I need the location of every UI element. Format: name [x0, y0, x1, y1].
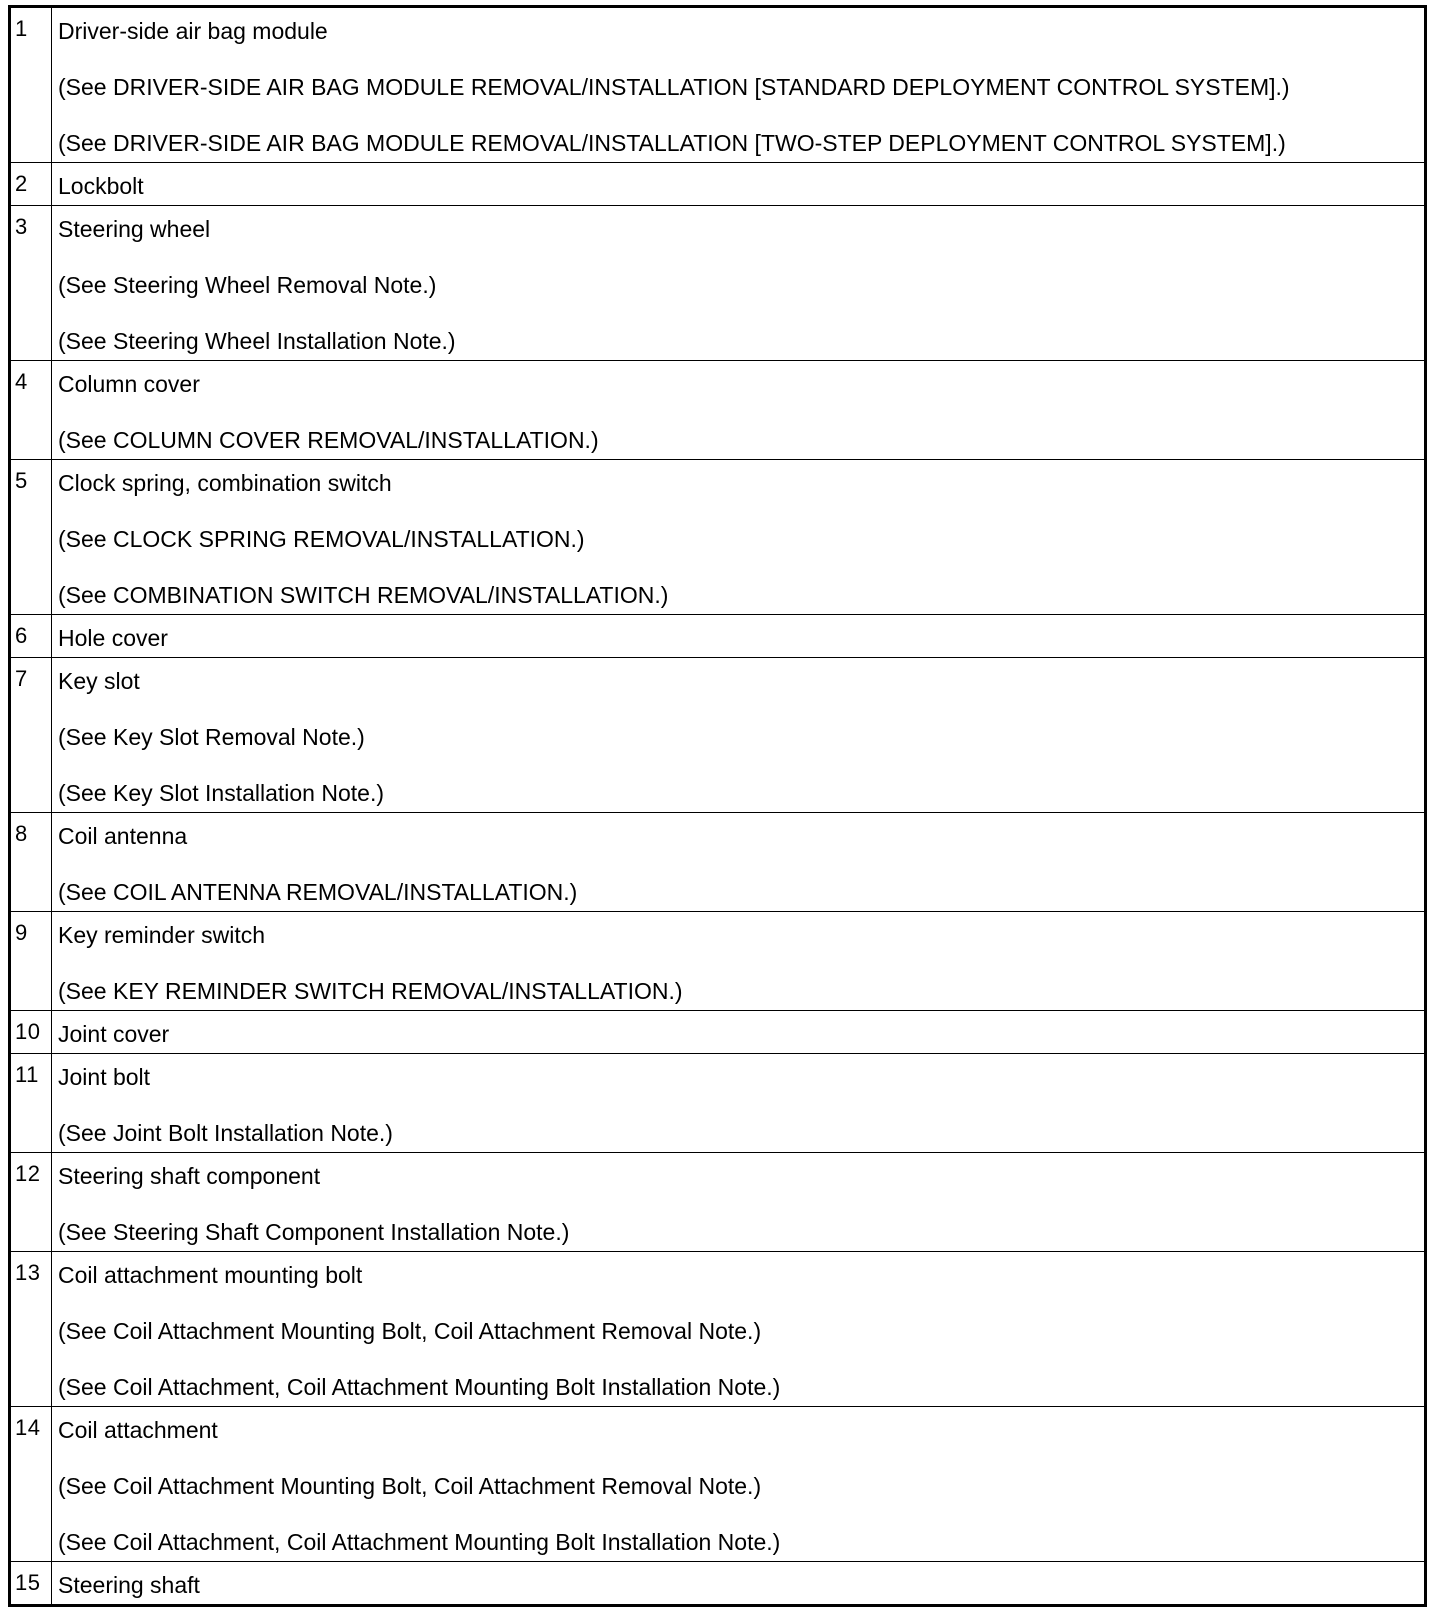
part-number: 4 — [10, 361, 52, 460]
part-name: Joint cover — [58, 1021, 170, 1047]
reference-note: (See Key Slot Removal Note.) — [58, 724, 365, 750]
part-name: Hole cover — [58, 625, 168, 651]
reference-note: (See Steering Wheel Installation Note.) — [58, 328, 456, 354]
part-description — [52, 615, 1426, 658]
reference-note: (See DRIVER-SIDE AIR BAG MODULE REMOVAL/INSTALLATION [STANDARD DEPLOYMENT CONTROL SYSTEM].) — [58, 74, 1290, 100]
part-name: Coil antenna — [58, 823, 188, 849]
reference-note: (See Steering Wheel Removal Note.) — [58, 272, 437, 298]
part-description — [52, 813, 1426, 912]
part-description — [52, 658, 1426, 813]
reference-note: (See COIL ANTENNA REMOVAL/INSTALLATION.) — [58, 879, 578, 905]
part-description — [52, 460, 1426, 615]
table-row — [10, 615, 1426, 658]
part-name: Key slot — [58, 668, 140, 694]
part-name: Lockbolt — [58, 173, 144, 199]
part-name: Steering shaft — [58, 1572, 200, 1598]
part-number: 10 — [10, 1011, 52, 1054]
part-number: 5 — [10, 460, 52, 615]
part-name: Joint bolt — [58, 1064, 151, 1090]
part-description — [52, 7, 1426, 163]
part-number: 9 — [10, 912, 52, 1011]
reference-note: (See Steering Shaft Component Installation Note.) — [58, 1219, 570, 1245]
reference-note: (See Key Slot Installation Note.) — [58, 780, 384, 806]
part-number: 2 — [10, 163, 52, 206]
reference-note: (See Coil Attachment, Coil Attachment Mounting Bolt Installation Note.) — [58, 1374, 781, 1400]
part-number: 7 — [10, 658, 52, 813]
reference-note: (See COLUMN COVER REMOVAL/INSTALLATION.) — [58, 427, 599, 453]
reference-note: (See KEY REMINDER SWITCH REMOVAL/INSTALLATION.) — [58, 978, 683, 1004]
part-description — [52, 361, 1426, 460]
part-name: Key reminder switch — [58, 922, 266, 948]
part-number: 14 — [10, 1407, 52, 1562]
part-name: Clock spring, combination switch — [58, 470, 392, 496]
part-description — [52, 1011, 1426, 1054]
reference-note: (See Coil Attachment, Coil Attachment Mounting Bolt Installation Note.) — [58, 1529, 781, 1555]
table-row — [10, 361, 1426, 460]
table-row — [10, 813, 1426, 912]
part-name: Steering wheel — [58, 216, 211, 242]
part-description — [52, 1153, 1426, 1252]
part-number: 11 — [10, 1054, 52, 1153]
parts-table — [8, 5, 1427, 1607]
part-name: Coil attachment — [58, 1417, 218, 1443]
part-description — [52, 206, 1426, 361]
table-row — [10, 1153, 1426, 1252]
table-row — [10, 163, 1426, 206]
reference-note: (See Coil Attachment Mounting Bolt, Coil Attachment Removal Note.) — [58, 1318, 762, 1344]
table-row — [10, 1252, 1426, 1407]
part-description — [52, 1407, 1426, 1562]
table-row — [10, 7, 1426, 163]
part-name: Coil attachment mounting bolt — [58, 1262, 363, 1288]
reference-note: (See Joint Bolt Installation Note.) — [58, 1120, 393, 1146]
part-name: Column cover — [58, 371, 200, 397]
part-name: Driver-side air bag module — [58, 18, 328, 44]
part-description — [52, 1252, 1426, 1407]
part-number: 6 — [10, 615, 52, 658]
parts-table-body — [10, 7, 1426, 1606]
table-row — [10, 912, 1426, 1011]
table-row — [10, 1054, 1426, 1153]
part-number: 12 — [10, 1153, 52, 1252]
part-description — [52, 912, 1426, 1011]
part-number: 15 — [10, 1562, 52, 1606]
reference-note: (See DRIVER-SIDE AIR BAG MODULE REMOVAL/INSTALLATION [TWO-STEP DEPLOYMENT CONTROL SYSTEM].) — [58, 130, 1286, 156]
reference-note: (See COMBINATION SWITCH REMOVAL/INSTALLATION.) — [58, 582, 669, 608]
table-row — [10, 1407, 1426, 1562]
part-number: 3 — [10, 206, 52, 361]
part-description — [52, 1054, 1426, 1153]
table-row — [10, 658, 1426, 813]
reference-note: (See CLOCK SPRING REMOVAL/INSTALLATION.) — [58, 526, 585, 552]
table-row — [10, 206, 1426, 361]
part-number: 8 — [10, 813, 52, 912]
part-name: Steering shaft component — [58, 1163, 321, 1189]
table-row — [10, 1011, 1426, 1054]
table-row — [10, 460, 1426, 615]
part-description — [52, 163, 1426, 206]
part-number: 1 — [10, 7, 52, 163]
reference-note: (See Coil Attachment Mounting Bolt, Coil Attachment Removal Note.) — [58, 1473, 762, 1499]
part-number: 13 — [10, 1252, 52, 1407]
